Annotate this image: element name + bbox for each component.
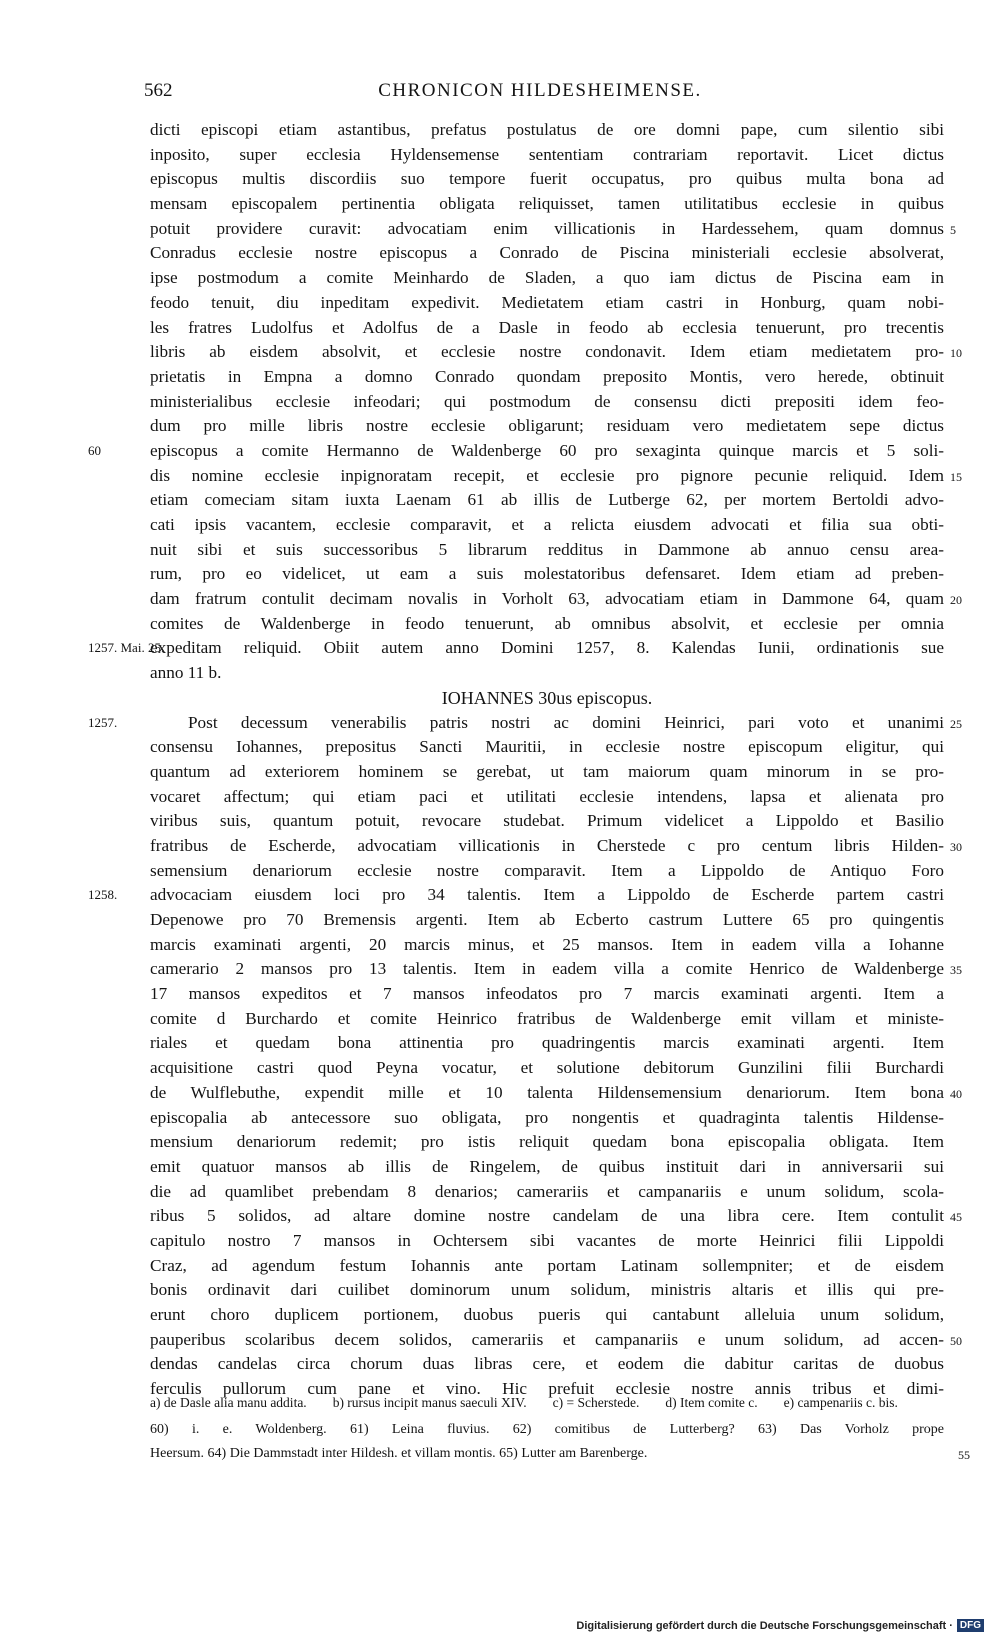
textual-notes <box>150 1388 944 1418</box>
line-text: marcis examinati argenti, 20 marcis minus, et 25 mansos. Item in eadem villa a Iohanne <box>150 934 944 954</box>
text-line <box>150 1328 962 1353</box>
running-title: CHRONICON HILDESHEIMENSE. <box>378 80 702 101</box>
text-line <box>150 661 944 686</box>
text-line <box>150 291 944 316</box>
line-number: 45 <box>950 1210 962 1225</box>
text-line <box>150 834 962 859</box>
text-line <box>150 118 944 143</box>
line-text: nuit sibi et suis successoribus 5 librarum redditus in Dammone ab annuo censu area- <box>150 539 944 559</box>
text-line <box>150 241 944 266</box>
text-line <box>150 933 944 958</box>
text-line <box>150 859 944 884</box>
text-line <box>150 1229 944 1254</box>
line-text: dicti episcopi etiam astantibus, prefatus postulatus de ore domni pape, cum silentio sibi <box>150 120 944 139</box>
section-heading <box>150 686 944 711</box>
text-line <box>150 414 944 439</box>
line-number: 5 <box>950 222 956 237</box>
line-text: acquisitione castri quod Peyna vocatur, et solutione debitorum Gunzilini filii Burchardi <box>150 1058 944 1078</box>
line-text: les fratres Ludolfus et Adolfus de a Dasle in feodo ab ecclesia tenuerunt, pro trecentis <box>150 317 944 337</box>
textual-note: c) = Scherstede. <box>552 1395 640 1410</box>
line-text: libris ab eisdem absolvit, et ecclesie nostre condonavit. Idem etiam medietatem pro- <box>150 342 944 362</box>
text-line <box>88 439 944 464</box>
line-text: riales et quedam bona attinentia pro quadringentis marcis examinati argenti. Item <box>150 1033 944 1053</box>
text-line <box>150 1180 944 1205</box>
line-text: expeditam reliquid. Obiit autem anno Domini 1257, 8. Kalendas Iunii, ordinationis sue <box>150 638 944 658</box>
line-number: 10 <box>950 346 962 361</box>
textual-note: b) rursus incipit manus saeculi XIV. <box>332 1395 527 1410</box>
line-text: ministerialibus ecclesie infeodari; qui postmodum de consensu dicti prepositi idem feo- <box>150 391 944 411</box>
text-line <box>150 1031 944 1056</box>
text-line <box>150 982 944 1007</box>
line-text: consensu Iohannes, prepositus Sancti Mauritii, in ecclesie nostre episcopum eligitur, qui <box>150 737 944 757</box>
line-text: bonis ordinavit dari cuilibet dominorum unum solidum, ministris altaris et illis qui pre- <box>150 1280 944 1300</box>
text-line <box>150 1081 962 1106</box>
line-text: mensam episcopalem pertinentia obligata reliquisset, tamen utilitatibus ecclesie in quibus <box>150 194 944 214</box>
text-line <box>150 1056 944 1081</box>
text-line <box>150 1254 944 1279</box>
text-line <box>150 957 962 982</box>
line-text: pauperibus scolaribus decem solidos, camerariis et campanariis e unum solidum, ad accen- <box>150 1329 944 1349</box>
line-text: IOHANNES 30us episcopus. <box>441 687 653 708</box>
text-line <box>150 735 944 760</box>
text-line <box>150 192 944 217</box>
credit-text: Digitalisierung gefördert durch die Deutsche Forschungsgemeinschaft · <box>576 1619 953 1632</box>
line-text: Post decessum venerabilis patris nostri ac domini Heinrici, pari voto et unanimi <box>188 712 944 732</box>
textual-note: d) Item comite c. <box>665 1395 758 1410</box>
line-text: camerario 2 mansos pro 13 talentis. Item in eadem villa a comite Henrico de Waldenberge <box>150 959 944 979</box>
text-line <box>150 908 944 933</box>
line-number: 40 <box>950 1086 962 1101</box>
line-text: etiam comeciam sitam iuxta Laenam 61 ab illis de Lutberge 62, per mortem Bertoldi advo- <box>150 490 944 510</box>
line-text: 17 mansos expeditos et 7 mansos infeodatos pro 7 marcis examinati argenti. Item a <box>150 984 944 1004</box>
line-text: feodo tenuit, diu inpeditam expedivit. Medietatem etiam castri in Honburg, quam nobi- <box>150 292 944 312</box>
text-line <box>150 587 962 612</box>
text-line <box>150 217 956 242</box>
text-line <box>88 883 944 908</box>
line-number: 30 <box>950 839 962 854</box>
text-line <box>150 1106 944 1131</box>
line-text: viribus suis, quantum potuit, revocare studebat. Primum videlicet a Lippoldo et Basilio <box>150 811 944 831</box>
line-text: anno 11 b. <box>150 663 222 683</box>
line-number: 25 <box>950 716 962 731</box>
line-number: 55 <box>958 1448 970 1462</box>
line-text: comites de Waldenberge in feodo tenuerunt, ab omnibus absolvit, et ecclesie per omnia <box>150 613 944 633</box>
text-line <box>150 1352 944 1377</box>
line-number: 15 <box>950 469 962 484</box>
line-text: ferculis pullorum cum pane et vino. Hic prefuit ecclesie nostre annis tribus et dimi- <box>150 1379 944 1399</box>
margin-date: 1257. <box>88 714 118 730</box>
digitization-credit <box>576 1619 984 1632</box>
line-text: dum pro mille libris nostre ecclesie obligarunt; residuam vero medietatem sepe dictus <box>150 416 944 436</box>
line-text: capitulo nostro 7 mansos in Ochtersem sibi vacantes de morte Heinrici filii Lippoldi <box>150 1230 944 1250</box>
text-line <box>150 538 944 563</box>
text-line <box>150 167 944 192</box>
text-line <box>150 365 944 390</box>
line-text: de Wulflebuthe, expendit mille et 10 talenta Hildensemensium denariorum. Item bona <box>150 1082 944 1102</box>
line-text: episcopus multis discordiis suo tempore fuerit occupatus, pro quibus multa bona ad <box>150 169 944 189</box>
line-text: fratribus de Escherde, advocatiam villicationis in Cherstede c pro centum libris Hilden- <box>150 835 944 855</box>
line-number: 50 <box>950 1333 962 1348</box>
text-line <box>150 612 944 637</box>
text-line <box>150 464 962 489</box>
line-text: episcopus a comite Hermanno de Waldenberge 60 pro sexaginta quinque marcis et 5 soli- <box>150 440 944 460</box>
line-text: advocaciam eiusdem loci pro 34 talentis. Item a Lippoldo de Escherde partem castri <box>150 885 944 905</box>
text-line <box>150 785 944 810</box>
line-text: erunt choro duplicem portionem, duobus pueris qui cantabunt alleluia unum solidum, <box>150 1305 944 1324</box>
line-text: dis nomine ecclesie inpignoratam recepit, et ecclesie pro pignore pecunie reliquid. Idem <box>150 465 944 485</box>
margin-date: 60 <box>88 442 101 458</box>
text-line <box>150 266 944 291</box>
text-line <box>150 513 944 538</box>
text-line <box>150 488 944 513</box>
footnote-line: 60) i. e. Woldenberg. 61) Leina fluvius. 62) comitibus de Lutterberg? 63) Das Vorholz prope <box>150 1422 944 1437</box>
main-text <box>88 118 962 1402</box>
line-number: 20 <box>950 593 962 608</box>
line-text: mensium denariorum redemit; pro istis reliquit quedam bona episcopalia obligata. Item <box>150 1132 944 1152</box>
text-line <box>150 340 962 365</box>
dfg-logo-icon: DFG <box>957 1619 984 1632</box>
line-text: dam fratrum contulit decimam novalis in Vorholt 63, advocatiam etiam in Dammone 64, quam <box>150 589 944 609</box>
line-text: Depenowe pro 70 Bremensis argenti. Item ab Ecberto castrum Luttere 65 pro quingentis <box>150 910 944 929</box>
text-line <box>88 711 962 736</box>
footnotes <box>150 1418 970 1466</box>
line-text: Conradus ecclesie nostre episcopus a Conrado de Piscina ministeriali ecclesie absolverat, <box>150 243 944 263</box>
text-line <box>150 143 944 168</box>
line-text: ipse postmodum a comite Meinhardo de Sladen, a quo iam dictus de Piscina eam in <box>150 268 944 288</box>
line-text: potuit providere curavit: advocatiam enim villicationis in Hardessehem, quam domnus <box>150 218 944 238</box>
text-line <box>150 1278 944 1303</box>
line-text: cati ipsis vacantem, ecclesie comparavit, et a relicta eiusdem advocati et filia sua obti- <box>150 515 944 534</box>
text-line <box>150 1204 962 1229</box>
text-line <box>150 390 944 415</box>
page-number: 562 <box>144 80 173 101</box>
margin-date: 1257. Mai. 25. <box>88 640 165 656</box>
page-header <box>130 80 950 108</box>
textual-note: a) de Dasle alia manu addita. <box>150 1395 307 1410</box>
line-text: emit quatuor mansos ab illis de Ringelem, de quibus instituit dari in anniversarii sui <box>150 1156 944 1176</box>
text-line <box>150 809 944 834</box>
line-text: Craz, ad agendum festum Iohannis ante portam Latinam sollempniter; et de eisdem <box>150 1255 944 1275</box>
text-line <box>150 760 944 785</box>
line-text: inposito, super ecclesia Hyldensemense sententiam contrariam reportavit. Licet dictus <box>150 144 944 164</box>
line-text: vocaret affectum; qui etiam paci et utilitati ecclesie intendens, lapsa et alienata pro <box>150 786 944 806</box>
line-number: 35 <box>950 963 962 978</box>
line-text: episcopalia ab antecessore suo obligata, pro nongentis et quadraginta talentis Hildense- <box>150 1107 944 1127</box>
text-line <box>150 1155 944 1180</box>
line-text: ribus 5 solidos, ad altare domine nostre candelam de una libra cere. Item contulit <box>150 1206 944 1226</box>
margin-date: 1258. <box>88 887 118 903</box>
line-text: rum, pro eo videlicet, ut eam a suis molestatoribus defensaret. Idem etiam ad preben- <box>150 564 944 584</box>
line-text: quantum ad exteriorem hominem se gerebat, ut tam maiorum quam minorum in se pro- <box>150 761 944 781</box>
line-text: die ad quamlibet prebendam 8 denarios; camerariis et campanariis e unum solidum, scola- <box>150 1181 944 1201</box>
line-text: semensium denariorum ecclesie nostre comparavit. Item a Lippoldo de Antiquo Foro <box>150 860 944 880</box>
text-line <box>150 316 944 341</box>
text-line <box>150 1130 944 1155</box>
text-line <box>150 1007 944 1032</box>
text-line <box>150 562 944 587</box>
textual-note: e) campenariis c. bis. <box>783 1395 898 1410</box>
text-line <box>88 636 944 661</box>
line-text: dendas candelas circa chorum duas libras cere, et eodem die dabitur caritas de duobus <box>150 1354 944 1374</box>
footnote-line: Heersum. 64) Die Dammstadt inter Hildesh. et villam montis. 65) Lutter am Barenberge. <box>150 1446 648 1461</box>
line-text: prietatis in Empna a domno Conrado quondam preposito Montis, vero herede, obtinuit <box>150 366 944 386</box>
line-text: comite d Burchardo et comite Heinrico fratribus de Waldenberge emit villam et ministe- <box>150 1008 944 1028</box>
text-line <box>150 1303 944 1328</box>
